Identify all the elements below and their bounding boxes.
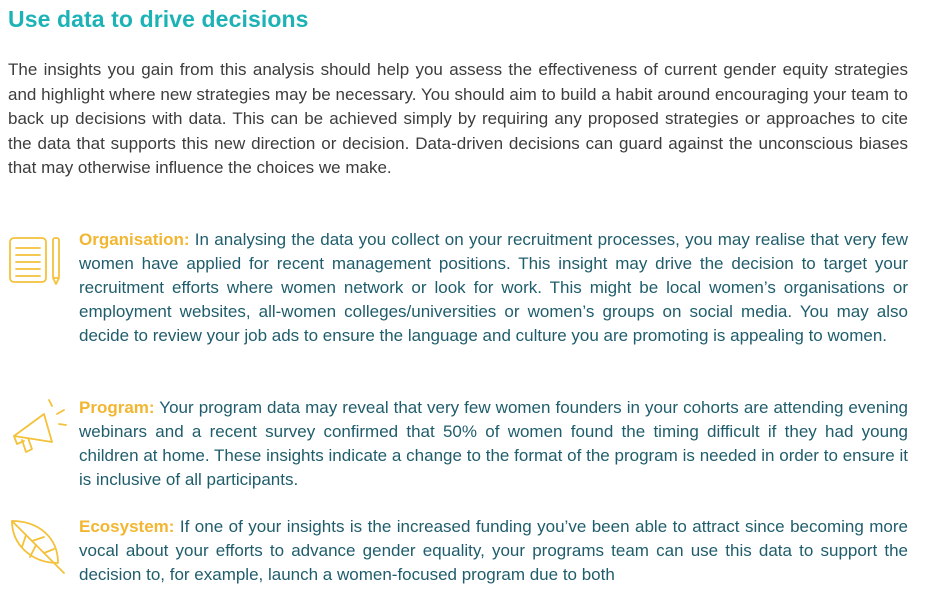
item-text (79, 396, 908, 492)
leaf-icon (8, 515, 68, 575)
item-label: Program: (79, 398, 155, 417)
item-body: If one of your insights is the increased funding you’ve been able to attract since becoming more vocal about your efforts to advance gender equality, your programs team can use this data to support the decision to, for example, launch a women-focused program due to both (79, 517, 908, 584)
page-title: Use data to drive decisions (8, 6, 309, 32)
megaphone-icon (8, 396, 68, 456)
item-body: In analysing the data you collect on your recruitment processes, you may realise that very few women have applied for recent management positions. This insight may drive the decision to target your recruitment efforts where women network or look for work. This might be local women’s organisations or employment websites, all-women colleges/universities or women’s groups on social media. You may also decide to review your job ads to ensure the language and culture you are promoting is appealing to women. (79, 230, 908, 345)
item-text (79, 515, 908, 587)
item-text (79, 228, 908, 348)
notepad-pencil-icon (8, 228, 68, 288)
item-label: Ecosystem: (79, 517, 175, 536)
item-body: Your program data may reveal that very few women founders in your cohorts are attending evening webinars and a recent survey confirmed that 50% of women found the timing difficult if they had young children at home. These insights indicate a change to the format of the program is needed in order to ensure it is inclusive of all participants. (79, 398, 908, 489)
intro-paragraph: The insights you gain from this analysis should help you assess the effectiveness of current gender equity strategies and highlight where new strategies may be necessary. You should aim to build a habit around encouraging your team to back up decisions with data. This can be achieved simply by requiring any proposed strategies or approaches to cite the data that supports this new direction or decision. Data-driven decisions can guard against the unconscious biases that may otherwise influence the choices we make. (8, 60, 908, 177)
item-label: Organisation: (79, 230, 190, 249)
